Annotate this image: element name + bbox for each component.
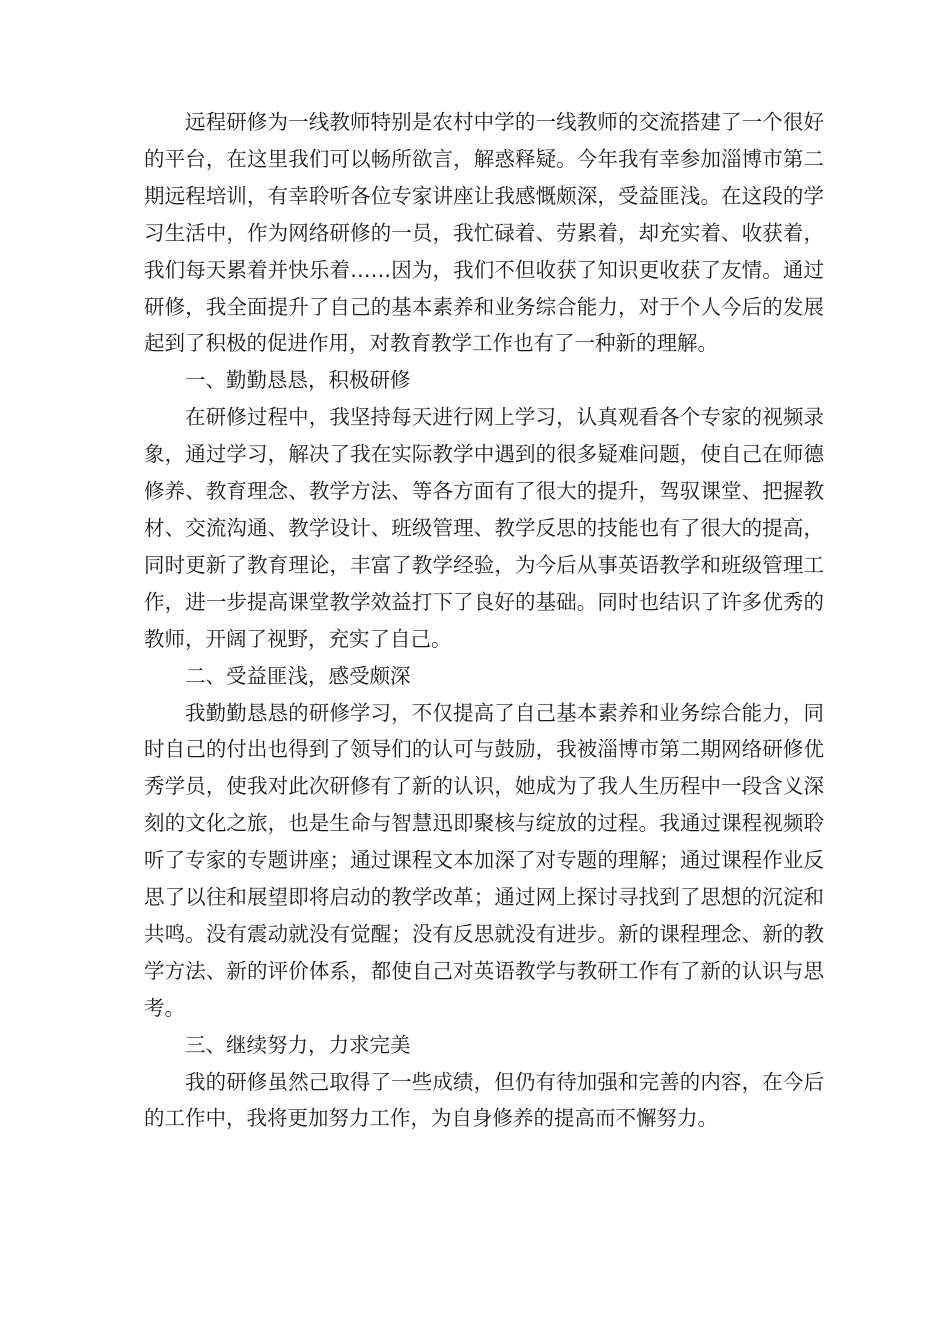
section-paragraph-1: 在研修过程中，我坚持每天进行网上学习，认真观看各个专家的视频录象，通过学习，解决了我在实际教学中遇到的很多疑难问题，使自己在师德修养、教育理念、教学方法、等各方面有了很大的提升，驾驭课堂、把握教材、交流沟通、教学设计、班级管理、教学反思的技能也有了很大的提高，同时更新了教育理论，丰富了教学经验，为今后从事英语教学和班级管理工作，进一步提高课堂教学效益打下了良好的基础。同时也结识了许多优秀的教师，开阔了视野，充实了自己。 — [144, 405, 824, 651]
section-heading-2: 二、受益匪浅，感受颇深 — [185, 663, 411, 688]
section-paragraph-2: 我勤勤恳恳的研修学习，不仅提高了自己基本素养和业务综合能力，同时自己的付出也得到了领导们的认可与鼓励，我被淄博市第二期网络研修优秀学员，使我对此次研修有了新的认识，她成为了我人生历程中一段含义深刻的文化之旅，也是生命与智慧迅即聚核与绽放的过程。我通过课程视频聆听了专家的专题讲座；通过课程文本加深了对专题的理解；通过课程作业反思了以往和展望即将启动的教学改革；通过网上探讨寻找到了思想的沉淀和共鸣。没有震动就没有觉醒；没有反思就没有进步。新的课程理念、新的教学方法、新的评价体系，都使自己对英语教学与教研工作有了新的认识与思考。 — [144, 700, 824, 1020]
intro-paragraph: 远程研修为一线教师特别是农村中学的一线教师的交流搭建了一个很好的平台，在这里我们可以畅所欲言，解惑释疑。今年我有幸参加淄博市第二期远程培训，有幸聆听各位专家讲座让我感慨颇深，受益匪浅。在这段的学习生活中，作为网络研修的一员，我忙碌着、劳累着，却充实着、收获着，我们每天累着并快乐着……因为，我们不但收获了知识更收获了友情。通过研修，我全面提升了自己的基本素养和业务综合能力，对于个人今后的发展起到了积极的促进作用，对教育教学工作也有了一种新的理解。 — [144, 110, 824, 356]
section-paragraph-3: 我的研修虽然己取得了一些成绩，但仍有待加强和完善的内容，在今后的工作中，我将更加努力工作，为自身修养的提高而不懈努力。 — [144, 1069, 824, 1131]
section-heading-3: 三、继续努力，力求完美 — [185, 1032, 411, 1057]
section-heading-1: 一、勤勤恳恳，积极研修 — [185, 368, 411, 393]
document-body — [144, 104, 824, 1137]
